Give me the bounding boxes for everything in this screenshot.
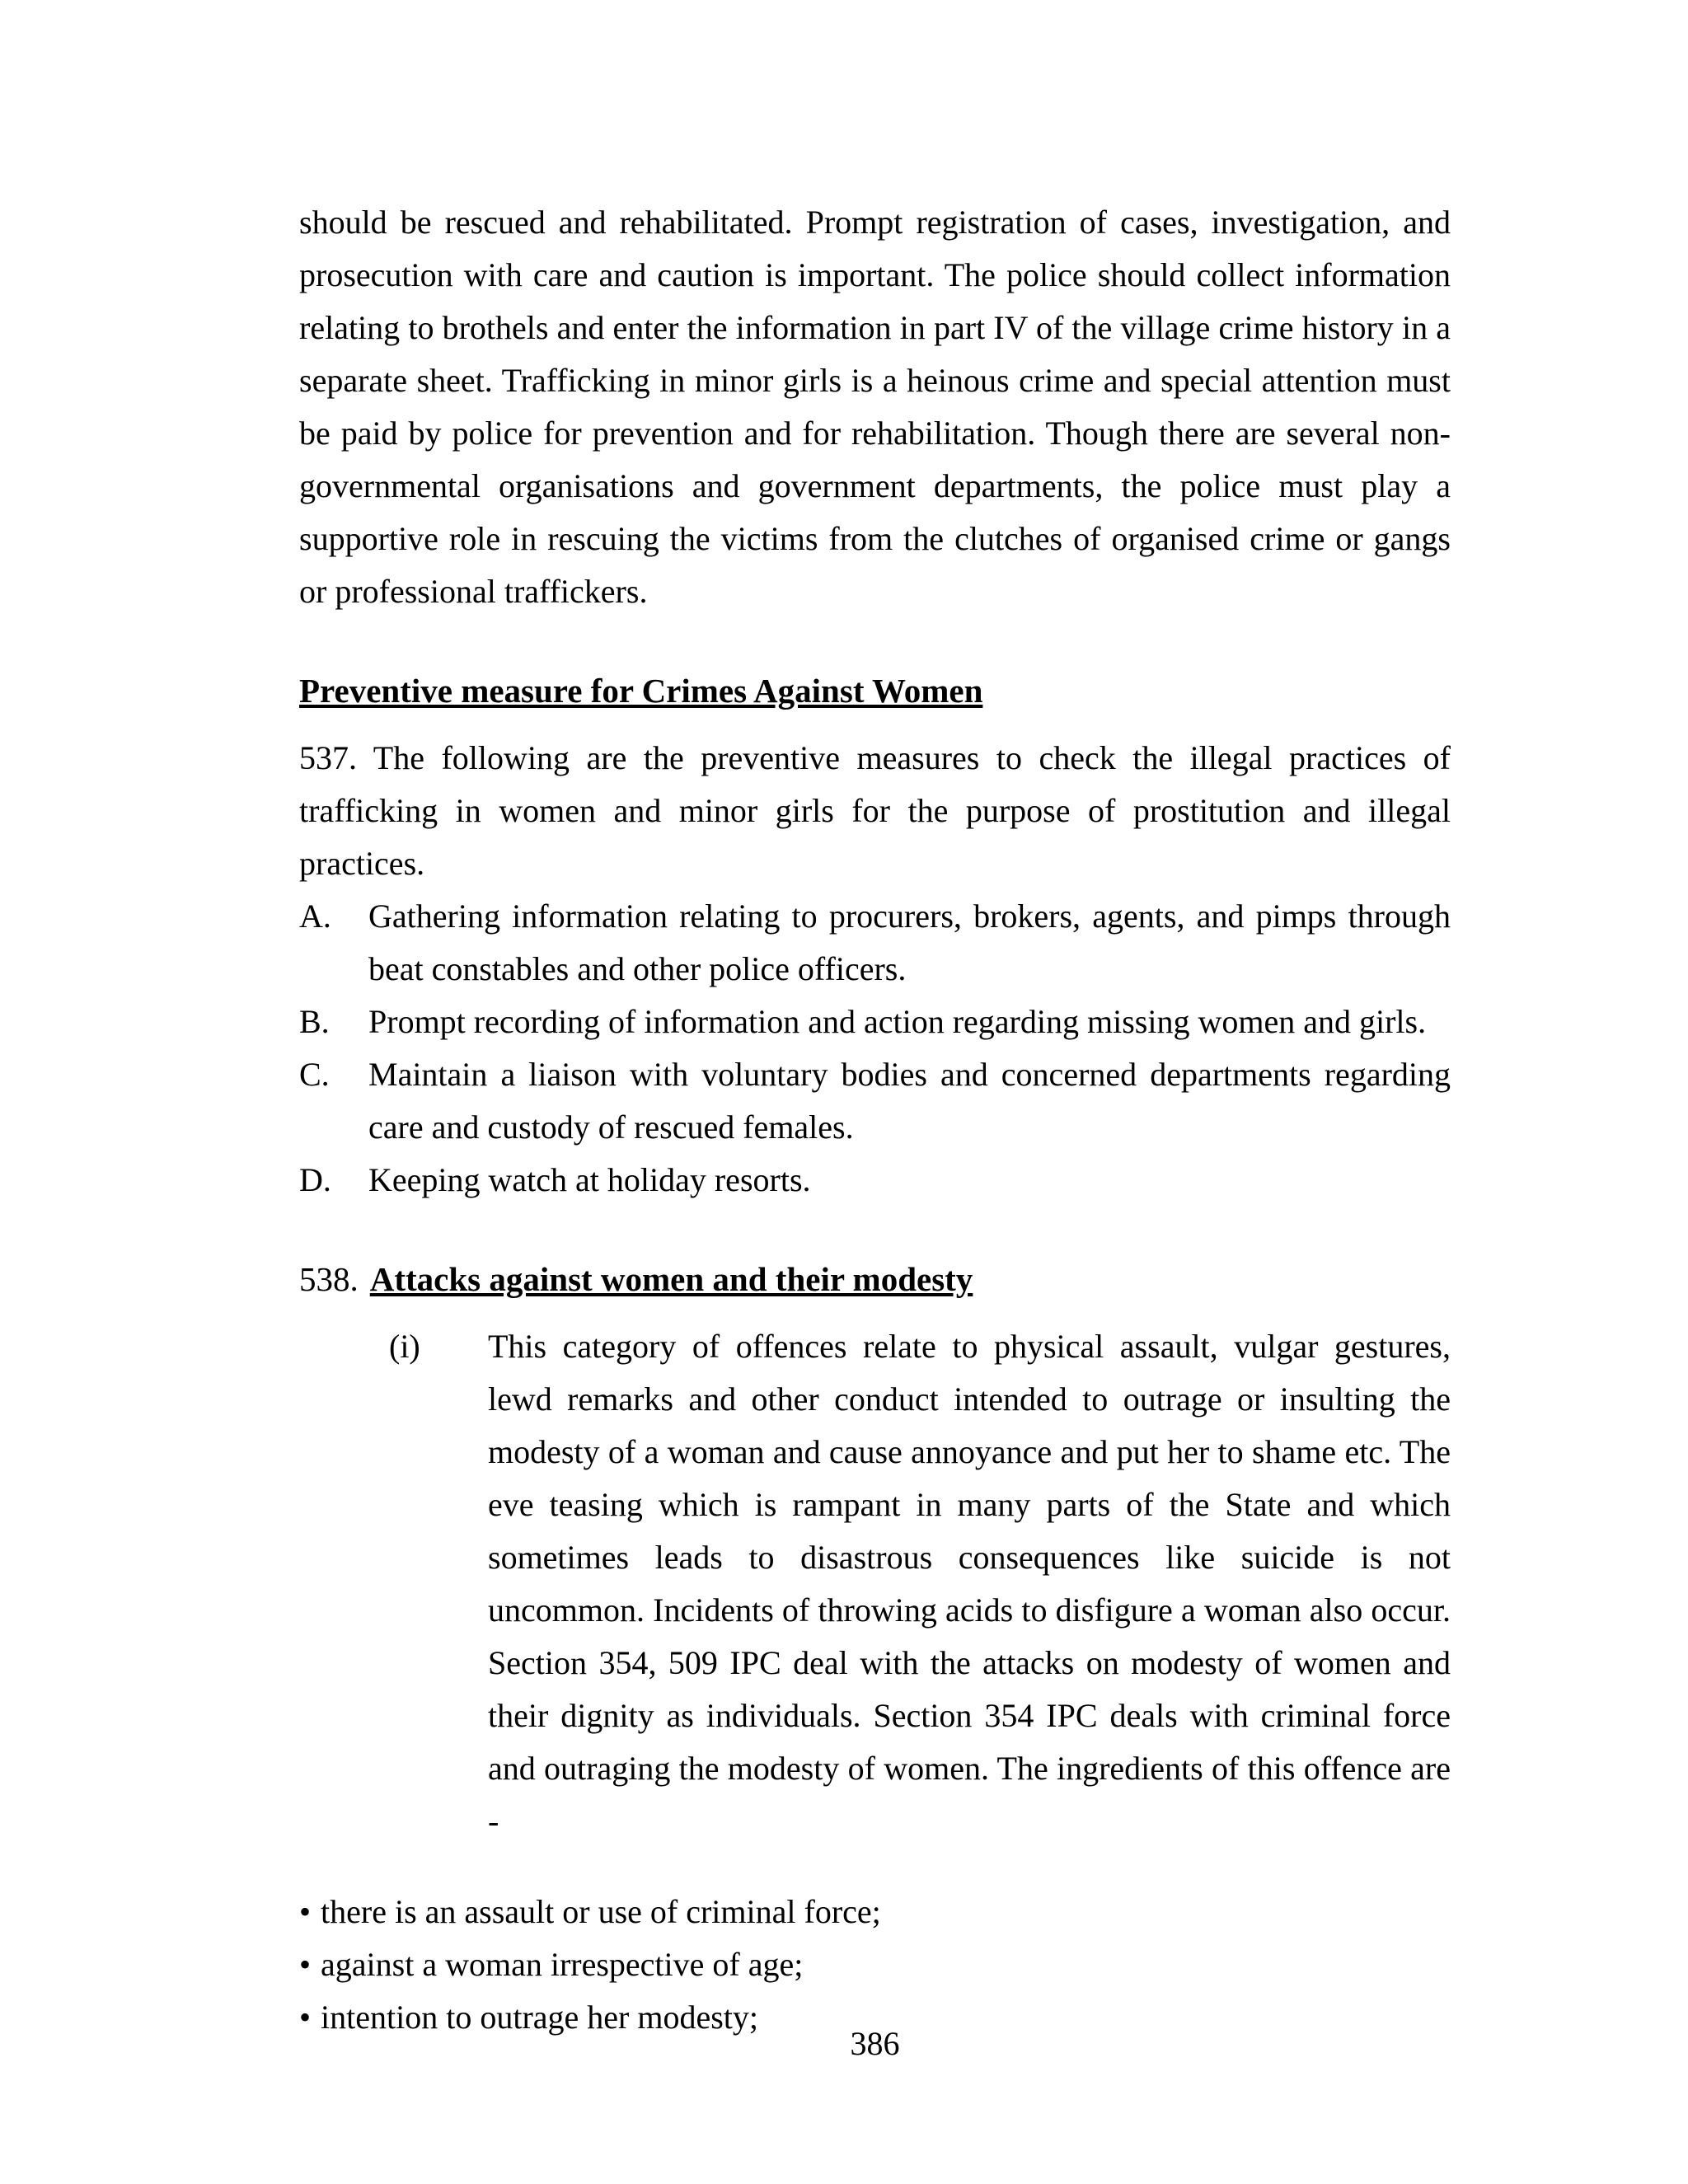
section-heading-538-number: 538.: [299, 1260, 359, 1298]
paragraph-intro: should be rescued and rehabilitated. Prompt registration of cases, investigation, and prosecution with care and caution is important. The police should collect information relating to brothels and enter the information in part IV of the village crime history in a separate sheet. Trafficking in minor girls is a heinous crime and special attention must be paid by police for prevention and for rehabilitation. Though there are several non-governmental organisations and government departments, the police must play a supportive role in rescuing the victims from the clutches of organised crime or gangs or professional traffickers.: [299, 204, 1451, 610]
bullet-icon: •: [299, 1893, 312, 1930]
section-heading-preventive-measures: [299, 664, 1451, 717]
list-item-d: [299, 1154, 1451, 1207]
section-heading-538-title: Attacks against women and their modesty: [369, 1260, 973, 1298]
list-item-a: [299, 890, 1451, 996]
section-heading-preventive-text: Preventive measure for Crimes Against Women: [299, 672, 983, 710]
bullet-text: against a woman irrespective of age;: [321, 1946, 804, 1983]
sub-item-label: (i): [389, 1328, 420, 1365]
list-item-label: B.: [299, 1003, 330, 1040]
sub-item-text: This category of offences relate to physical assault, vulgar gestures, lewd remarks and other conduct intended to outrage or insulting the modesty of a woman and cause annoyance and put her to shame etc. The eve teasing which is rampant in many parts of the State and which sometimes leads to disastrous consequences like suicide is not uncommon. Incidents of throwing acids to disfigure a woman also occur. Section 354, 509 IPC deal with the attacks on modesty of women and their dignity as individuals. Section 354 IPC deals with criminal force and outraging the modesty of women. The ingredients of this offence are -: [488, 1328, 1451, 1840]
bullet-item: [299, 1886, 1451, 1938]
measure-list: [299, 890, 1451, 1207]
bullet-item: [299, 1938, 1451, 1991]
sub-item-i: [389, 1320, 1451, 1848]
list-item-b: [299, 996, 1451, 1048]
list-item-text: Gathering information relating to procurers, brokers, agents, and pimps through beat constables and other police officers.: [368, 898, 1451, 987]
list-item-label: D.: [299, 1161, 331, 1198]
bullet-text: there is an assault or use of criminal force;: [321, 1893, 881, 1930]
bullet-icon: •: [299, 1999, 312, 2036]
bullet-text: intention to outrage her modesty;: [321, 1999, 759, 2036]
list-item-text: Maintain a liaison with voluntary bodies and concerned departments regarding care and custody of rescued females.: [368, 1056, 1451, 1146]
page-number: 386: [850, 2025, 900, 2062]
list-item-c: [299, 1048, 1451, 1154]
section-heading-538: [299, 1253, 1451, 1305]
list-item-label: C.: [299, 1056, 330, 1093]
list-item-text: Prompt recording of information and action regarding missing women and girls.: [368, 1003, 1427, 1040]
list-item-label: A.: [299, 898, 331, 935]
bullet-icon: •: [299, 1946, 312, 1983]
list-item-text: Keeping watch at holiday resorts.: [368, 1161, 811, 1198]
paragraph-537: 537. The following are the preventive measures to check the illegal practices of trafficking in women and minor girls for the purpose of prostitution and illegal practices.: [299, 739, 1451, 882]
